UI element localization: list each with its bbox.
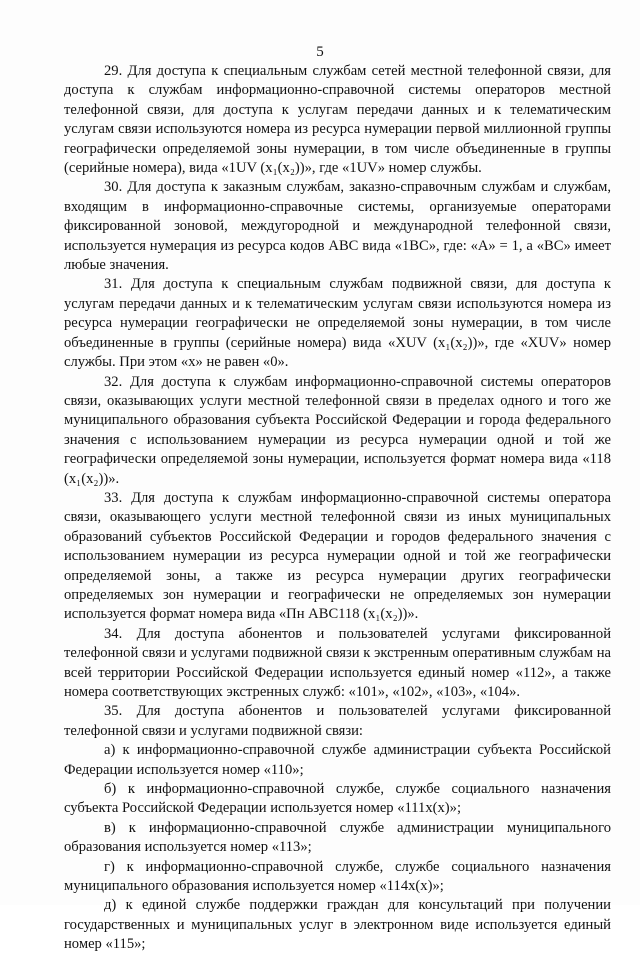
paragraph-32: 32. Для доступа к службам информационно-справочной системы операторов связи, оказывающих услуги местной телефонной связи в пределах одного и того же муниципального образования субъекта Российской Федерации и города федерального значения с использованием нумерации из ресурса нумерации одной и той же географически определяемой зоны нумерации, используется формат номера вида «118 (x₁(x₂))». (64, 373, 611, 487)
paragraph-35-b: б) к информационно-справочной службе, службе социального назначения субъекта Российской Федерации используется номер «111х(х)»; (64, 781, 611, 817)
paragraph-33: 33. Для доступа к службам информационно-справочной системы оператора связи, оказывающего услуги местной телефонной связи из иных муниципальных образований субъектов Российской Федерации и городов федерального значения с использованием нумерации из ресурса нумерации одной и той же географически определяемой зоны, а также из ресурса нумерации других географически определяемых зон нумерации и географически не определяемых зон нумерации используется формат номера вида «Пн АВС118 (x₁(x₂))». (64, 489, 611, 623)
paragraph-30: 30. Для доступа к заказным службам, заказно-справочным службам и службам, входящим в информационно-справочные системы, организуемые операторами фиксированной зоновой, междугородной и международной телефонной связи, используется нумерация из ресурса кодов АВС вида «1ВС», где: «А» = 1, а «ВС» имеет любые значения. (64, 179, 611, 274)
paragraph-31: 31. Для доступа к специальным службам подвижной связи, для доступа к услугам передачи данных и к телематическим услугам связи используются номера из ресурса нумерации географически не определяемой зоны нумерации, в том числе объединенные в группы (серийные номера) вида «XUV (x₁(x₂))», где «XUV» номер службы. При этом «х» не равен «0». (64, 276, 611, 371)
paragraph-35: 35. Для доступа абонентов и пользователей услугами фиксированной телефонной связи и услугами подвижной связи: (64, 703, 611, 739)
paragraph-34: 34. Для доступа абонентов и пользователей услугами фиксированной телефонной связи и услугами подвижной связи к экстренным оперативным службам на всей территории Российской Федерации используется единый номер «112», а также номера соответствующих экстренных служб: «101», «102», «103», «104». (64, 625, 611, 700)
paragraph-35-v: в) к информационно-справочной службе администрации муниципального образования используется номер «113»; (64, 819, 611, 856)
paragraph-35-a: а) к информационно-справочной службе администрации субъекта Российской Федерации используется номер «110»; (64, 742, 611, 778)
document-body (64, 62, 611, 955)
page-number: 5 (316, 44, 324, 60)
paragraph-29: 29. Для доступа к специальным службам сетей местной телефонной связи, для доступа к службам информационно-справочной системы операторов местной телефонной связи, для доступа к услугам передачи данных и к телематическим услугам связи используются номера из ресурса нумерации первой миллионной группы географически определяемой зоны нумерации, в том числе объединенные в группы (серийные номера), вида «1UV (x₁(x₂))», где «1UV» номер службы. (64, 63, 611, 177)
paragraph-35-d: д) к единой службе поддержки граждан для консультаций при получении государственных и муниципальных услуг в электронном виде используется единый номер «115»; (64, 897, 611, 953)
paragraph-35-g: г) к информационно-справочной службе, службе социального назначения муниципального образования используется номер «114х(х)»; (64, 858, 611, 895)
